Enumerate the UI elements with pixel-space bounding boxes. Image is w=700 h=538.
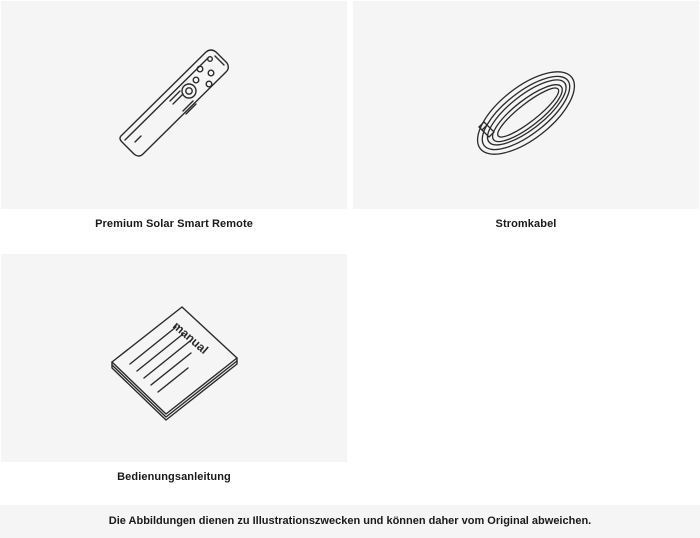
item-image-remote <box>1 1 347 209</box>
item-image-manual <box>1 254 347 462</box>
item-image-cable <box>353 1 699 209</box>
power-cable-icon <box>353 1 699 209</box>
item-label-remote: Premium Solar Smart Remote <box>95 218 253 230</box>
disclaimer: Die Abbildungen dienen zu Illustrationszwecken und können daher vom Original abweichen. <box>0 505 700 538</box>
item-label-cable: Stromkabel <box>495 218 557 230</box>
manual-cover-text: manual <box>170 318 211 357</box>
remote-control-icon <box>1 1 347 209</box>
manual-booklet-icon <box>1 254 347 462</box>
item-label-manual: Bedienungsanleitung <box>117 471 231 483</box>
